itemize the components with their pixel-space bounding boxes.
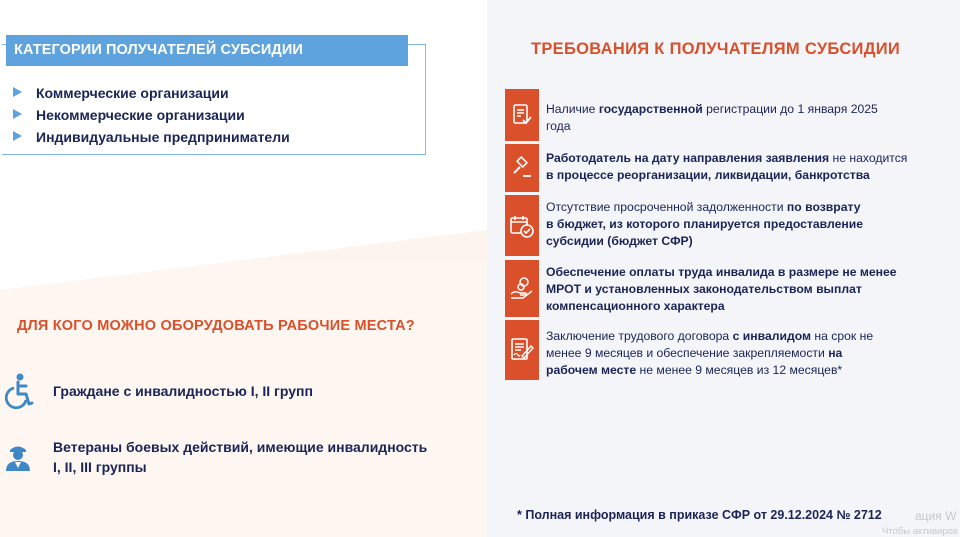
who-item-2-text: [53, 437, 427, 477]
requirement-row: [505, 195, 945, 256]
requirement-text-part: Наличие: [546, 102, 599, 116]
requirement-text: [546, 101, 946, 135]
requirement-text-part: регистрации до 1 января 2025: [702, 102, 878, 116]
requirement-text-part: на: [828, 346, 843, 360]
who-item-line: I, II, III группы: [53, 459, 147, 475]
requirement-text-part: года: [546, 119, 571, 133]
triangle-bullet-icon: [13, 131, 22, 141]
gavel-icon: [510, 156, 534, 180]
requirement-icon-box: [505, 195, 539, 256]
requirement-text-part: менее 9 месяцев и обеспечение закрепляемости: [546, 346, 829, 360]
who-item-line: Граждане с инвалидностью I, II групп: [53, 383, 313, 399]
activation-watermark: ация W: [915, 509, 957, 523]
requirement-text-part: Отсутствие просроченной задолженности: [546, 200, 787, 214]
list-item: [13, 104, 290, 126]
requirement-row: [505, 89, 945, 141]
requirement-text: [546, 328, 946, 379]
requirement-text-part: в бюджет, из которого планируется предоставление: [546, 217, 864, 231]
requirements-title: ТРЕБОВАНИЯ К ПОЛУЧАТЕЛЯМ СУБСИДИИ: [531, 40, 901, 58]
requirement-icon-box: [505, 320, 539, 380]
requirement-text-part: государственной: [598, 102, 703, 116]
requirement-text-part: Работодатель на дату направления заявления: [546, 151, 830, 165]
list-item: [13, 82, 290, 104]
requirement-text-part: не находится: [829, 151, 908, 165]
who-item-line: Ветераны боевых действий, имеющие инвалидность: [53, 439, 428, 455]
footnote: * Полная информация в приказе СФР от 29.12.2024 № 2712: [517, 508, 882, 522]
requirement-icon-box: [505, 260, 539, 317]
requirement-text-part: не менее 9 месяцев из 12 месяцев*: [636, 363, 843, 377]
requirement-icon-box: [505, 144, 539, 192]
who-title: ДЛЯ КОГО МОЖНО ОБОРУДОВАТЬ РАБОЧИЕ МЕСТА?: [17, 318, 415, 334]
hand-coins-icon: [509, 276, 535, 302]
wheelchair-icon: [4, 373, 34, 411]
requirement-row: [505, 260, 945, 317]
veteran-icon: [5, 441, 31, 471]
requirement-row: [505, 320, 945, 380]
list-item-label: Коммерческие организации: [36, 85, 229, 101]
requirement-text: [546, 264, 946, 315]
requirement-text-part: на срок не: [811, 329, 874, 343]
requirement-text-part: с инвалидом: [732, 329, 811, 343]
document-check-icon: [511, 103, 533, 127]
requirement-text-part: по возврату: [786, 200, 861, 214]
requirement-text-part: в процессе реорганизации, ликвидации, банкротства: [546, 168, 870, 182]
requirement-text: [546, 199, 946, 250]
who-item-1-text: [53, 381, 313, 401]
calendar-check-icon: [509, 213, 535, 239]
list-item: [13, 126, 290, 148]
requirement-icon-box: [505, 89, 539, 141]
contract-icon: [509, 336, 535, 364]
triangle-bullet-icon: [13, 87, 22, 97]
requirement-text-part: рабочем месте: [546, 363, 637, 377]
requirement-text-part: субсидии (бюджет СФР): [546, 234, 693, 248]
requirement-text-part: компенсационного характера: [546, 299, 725, 313]
triangle-bullet-icon: [13, 109, 22, 119]
requirement-text-part: МРОТ и установленных законодательством выплат: [546, 282, 862, 296]
requirement-row: [505, 144, 945, 192]
categories-list: [13, 82, 290, 148]
activation-watermark-sub: Чтобы активиров: [882, 526, 958, 537]
list-item-label: Некоммерческие организации: [36, 107, 245, 123]
categories-title: КАТЕГОРИИ ПОЛУЧАТЕЛЕЙ СУБСИДИИ: [6, 35, 408, 66]
requirement-text-part: Заключение трудового договора: [546, 329, 733, 343]
requirement-text: [546, 150, 946, 184]
list-item-label: Индивидуальные предприниматели: [36, 129, 290, 145]
requirement-text-part: Обеспечение оплаты труда инвалида в размере не менее: [546, 265, 897, 279]
